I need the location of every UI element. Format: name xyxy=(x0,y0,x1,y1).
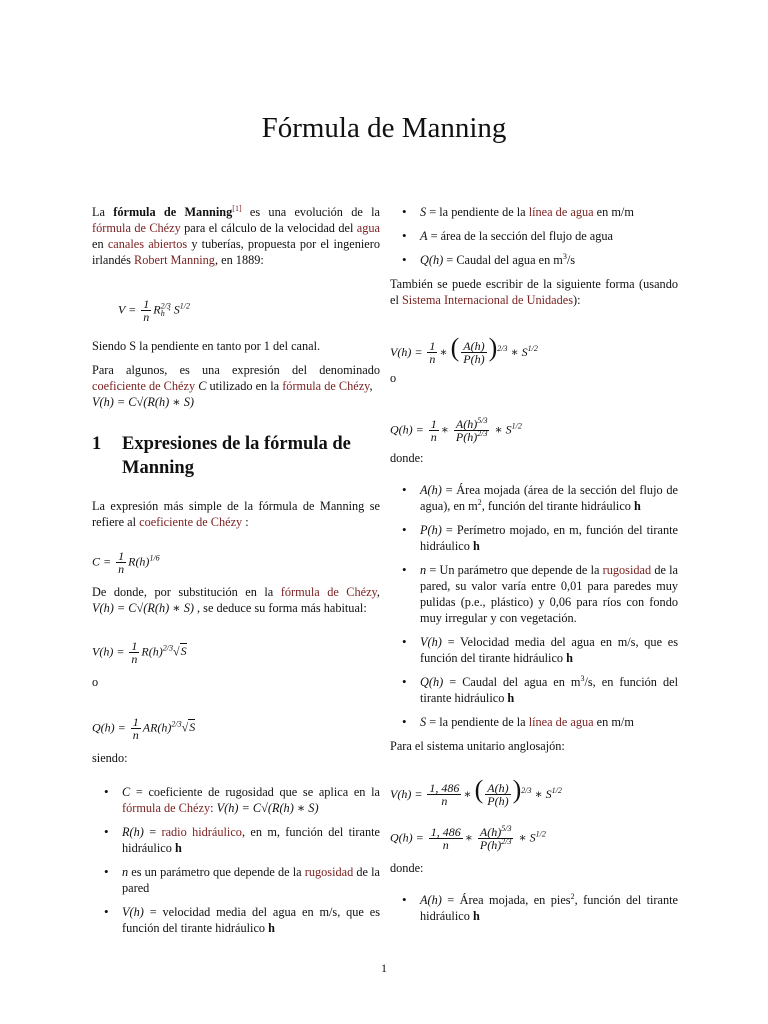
link-coeficiente-chezy-2[interactable]: coeficiente de Chézy xyxy=(139,515,243,529)
reference-link[interactable]: [1] xyxy=(232,203,242,213)
list-item: • P(h) = Perímetro mojado, en m, función del tirante hidráulico h xyxy=(390,522,678,554)
siendo-text: siendo: xyxy=(92,751,128,765)
link-formula-chezy-3[interactable]: fórmula de Chézy xyxy=(280,585,377,599)
or-text: o xyxy=(92,675,99,689)
anglo-paragraph: Para el sistema unitario anglosajón: xyxy=(390,739,565,753)
link-formula-chezy[interactable]: fórmula de Chézy xyxy=(92,221,181,235)
intro-paragraph: La fórmula de Manning[1] es una evolución de la fórmula de Chézy para el cálculo de la velocidad del agua en canales abiertos y tuberías, propuesta por el ingeniero irlandés Robert Manning, en 1889: xyxy=(92,203,380,267)
list-item: • V(h) = Velocidad media del agua en m/s, que es función del tirante hidráulico h xyxy=(390,634,678,666)
equation-flow-imperial: Q(h) = $\frac{1, 486}{n}$ ∗ $\frac{A(h)^{5/3}}{P(h)^{2/3}}$ ∗ $S^{1/2}$ xyxy=(390,823,546,852)
equation-velocity-imperial: V(h) = $\frac{1, 486}{n}$ ∗ ( $\frac{A(h)}{P(h)}$ )$^{2/3}$ ∗ $S^{1/2}$ xyxy=(390,774,562,809)
chezy-paragraph: Para algunos, es una expresión del denominado coeficiente de Chézy C utilizado en la fórmula de Chézy, V(h) = C√(R(h) ∗ S) xyxy=(92,363,380,409)
equation-velocity-si: V(h) = $\frac{1}{n}$ ∗ ( $\frac{A(h)}{P(h)}$ )$^{2/3}$ ∗ $S^{1/2}$ xyxy=(390,332,538,367)
list-item: • V(h) = velocidad media del agua en m/s, que es función del tirante hidráulico h xyxy=(92,904,380,936)
list-item: • Q(h) = Caudal del agua en $m^3/s$ xyxy=(390,252,678,268)
slope-paragraph: Siendo S la pendiente en tanto por 1 del canal. xyxy=(92,339,321,353)
page-title: Fórmula de Manning xyxy=(261,112,507,144)
equation-manning-basic: V = $\frac{1}{n}$ $R^{2/3}_h \cdot S^{1/2}$ xyxy=(118,296,191,324)
list-item: • R(h) = radio hidráulico, en m, función del tirante hidráulico h xyxy=(92,824,380,856)
simple-expression-paragraph: La expresión más simple de la fórmula de Manning se refiere al coeficiente de Chézy : xyxy=(92,499,380,529)
list-item: • A(h) = Área mojada, en pies$^2$, función del tirante hidráulico h xyxy=(390,892,678,924)
link-sistema-internacional[interactable]: Sistema Internacional de Unidades xyxy=(401,293,574,307)
list-item: • S = la pendiente de la línea de agua en m/m xyxy=(390,204,678,220)
section-heading: 1 Expresiones de la fórmula de Manning xyxy=(92,434,351,478)
list-item: • A(h) = Área mojada (área de la sección del flujo de agua), en $m^2$, función del tirante hidráulico h xyxy=(390,482,678,514)
list-item: • S = la pendiente de la línea de agua en m/m xyxy=(390,714,678,730)
link-radio-hidraulico[interactable]: radio hidráulico xyxy=(161,825,242,839)
equation-chezy-coefficient: C = $\frac{1}{n}$ $R(h)^{1/6}$ xyxy=(92,548,160,576)
link-formula-chezy-2[interactable]: fórmula de Chézy xyxy=(282,379,370,393)
variable-list-left xyxy=(92,784,380,936)
equation-flow-si: Q(h) = $\frac{1}{n}$ ∗ $\frac{A(h)^{5/3}}{P(h)^{2/3}}$ ∗ $S^{1/2}$ xyxy=(390,415,522,444)
list-item: • C = coeficiente de rugosidad que se aplica en la fórmula de Chézy: V(h) = C√(R(h) ∗ S) xyxy=(92,784,380,816)
si-paragraph: También se puede escribir de la siguiente forma (usando el Sistema Internacional de Unidades): xyxy=(390,277,678,307)
link-robert-manning[interactable]: Robert Manning xyxy=(134,253,215,267)
page-number: 1 xyxy=(381,961,387,975)
equation-velocity: V(h) = $\frac{1}{n}$ $R(h)^{2/3}√S$ xyxy=(92,638,187,666)
list-item: • n = Un parámetro que depende de la rugosidad de la pared, su valor varía entre 0,01 para paredes muy pulidas (p.e., plástico) y 0,06 para ríos con fondo muy irregular y con vegetación. xyxy=(390,562,678,626)
link-coeficiente-chezy[interactable]: coeficiente de Chézy xyxy=(92,379,196,393)
link-linea-de-agua[interactable]: línea de agua xyxy=(528,205,594,219)
list-item: • A = área de la sección del flujo de agua xyxy=(390,228,678,244)
right-column xyxy=(390,200,678,932)
left-column xyxy=(92,200,380,944)
link-agua[interactable]: agua xyxy=(356,221,380,235)
link-linea-de-agua-2[interactable]: línea de agua xyxy=(528,715,594,729)
link-rugosidad[interactable]: rugosidad xyxy=(304,865,354,879)
donde-text-2: donde: xyxy=(390,861,424,875)
list-item: • n es un parámetro que depende de la rugosidad de la pared xyxy=(92,864,380,896)
variable-list-imperial xyxy=(390,892,678,924)
or-text: o xyxy=(390,371,397,385)
link-formula-chezy-4[interactable]: fórmula de Chézy xyxy=(122,801,211,815)
list-item: • Q(h) = Caudal del agua en $m^3/s$, en función del tirante hidráulico h xyxy=(390,674,678,706)
link-rugosidad-2[interactable]: rugosidad xyxy=(602,563,652,577)
variable-list-right xyxy=(390,482,678,730)
donde-text: donde: xyxy=(390,451,424,465)
equation-flow: Q(h) = $\frac{1}{n}$ $AR(h)^{2/3}√S$ xyxy=(92,714,196,742)
variable-list-top xyxy=(390,204,678,268)
substitution-paragraph: De donde, por substitución en la fórmula de Chézy, V(h) = C√(R(h) ∗ S) , se deduce su forma más habitual: xyxy=(92,585,380,615)
link-canales-abiertos[interactable]: canales abiertos xyxy=(107,237,188,251)
